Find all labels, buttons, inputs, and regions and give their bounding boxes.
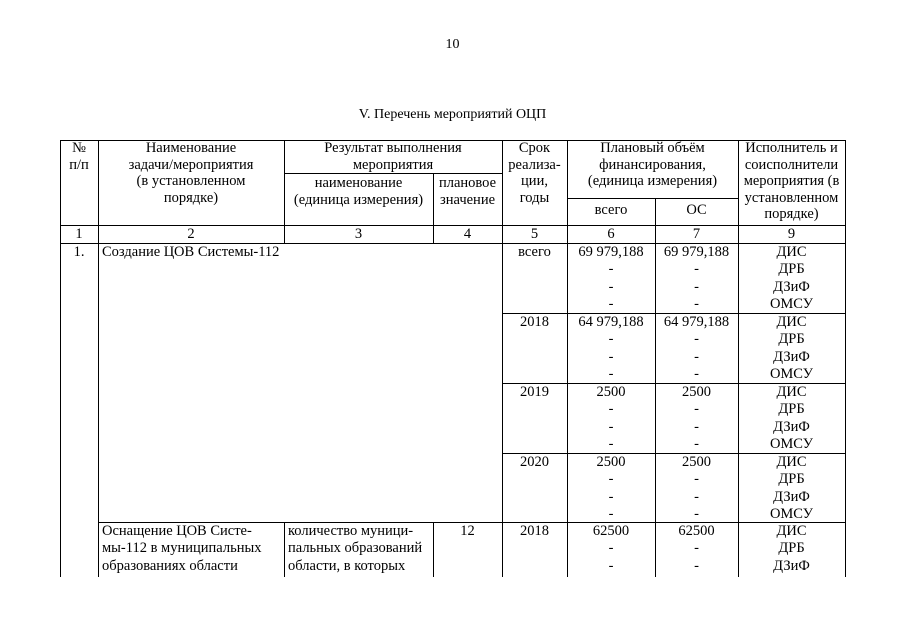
header-result-cell bbox=[284, 140, 502, 173]
executor-name: ДРБ bbox=[778, 471, 805, 488]
funding-total-cell bbox=[567, 523, 655, 575]
column-number: 7 bbox=[692, 226, 701, 242]
funding-os-value: - bbox=[694, 331, 699, 348]
funding-os-value: - bbox=[694, 348, 699, 365]
funding-total-value: - bbox=[608, 540, 614, 557]
funding-total-value: - bbox=[608, 471, 614, 488]
funding-total-cell bbox=[567, 384, 655, 454]
executor-cell bbox=[738, 384, 845, 454]
executor-name: ДИС bbox=[776, 314, 807, 330]
header-text: мероприятия bbox=[352, 156, 434, 173]
funding-os-cell bbox=[655, 454, 738, 524]
funding-os-value: - bbox=[694, 366, 699, 383]
funding-os-value: 62500 bbox=[678, 523, 715, 539]
funding-total-value: - bbox=[608, 331, 614, 348]
header-text: соисполнители bbox=[744, 156, 839, 173]
funding-os-value: 69 979,188 bbox=[663, 244, 730, 260]
table-border-left bbox=[60, 140, 61, 577]
funding-os-value: - bbox=[694, 278, 699, 295]
funding-os-value: - bbox=[694, 471, 699, 488]
executor-name: ОМСУ bbox=[769, 366, 814, 383]
executor-cell bbox=[738, 314, 845, 384]
measure-name-line: Оснащение ЦОВ Систе- bbox=[102, 523, 252, 539]
funding-os-value: - bbox=[694, 401, 699, 418]
header-num-cell bbox=[60, 140, 98, 173]
header-text: реализа- bbox=[508, 156, 561, 173]
header-text: финансирования, bbox=[599, 156, 706, 173]
funding-total-value: - bbox=[608, 506, 614, 523]
funding-total-value: - bbox=[608, 557, 614, 574]
result-value: 12 bbox=[460, 523, 475, 539]
header-text: (в установленном bbox=[136, 173, 246, 189]
header-text: Результат выполнения bbox=[324, 140, 462, 156]
measure-name-line: образованиях области bbox=[102, 557, 238, 574]
funding-os-value: 2500 bbox=[682, 384, 711, 400]
column-number: 1 bbox=[75, 226, 83, 242]
header-text: наименование bbox=[314, 175, 403, 191]
period-term: 2019 bbox=[520, 384, 549, 400]
column-number: 4 bbox=[463, 226, 472, 242]
funding-total-value: - bbox=[608, 401, 614, 418]
executor-name: ДИС bbox=[776, 454, 807, 470]
funding-total-cell bbox=[567, 454, 655, 524]
header-name-cell bbox=[98, 140, 284, 206]
header-text: плановое bbox=[438, 175, 497, 191]
funding-total-value: 2500 bbox=[596, 454, 626, 470]
result-name-line: области, в которых bbox=[288, 557, 406, 574]
task-name: Создание ЦОВ Системы-112 bbox=[102, 244, 280, 260]
funding-total-value: - bbox=[608, 366, 614, 383]
header-text: порядке) bbox=[163, 189, 219, 206]
table-border-right bbox=[845, 140, 846, 577]
funding-os-value: - bbox=[694, 540, 699, 557]
table-border bbox=[284, 522, 285, 577]
funding-total-value: - bbox=[608, 348, 614, 365]
period-term: 2018 bbox=[520, 314, 549, 330]
header-text: мероприятия (в bbox=[743, 173, 840, 189]
page-number: 10 bbox=[445, 37, 460, 52]
funding-total-value: 64 979,188 bbox=[578, 314, 644, 330]
header-funding-os: ОС bbox=[686, 202, 707, 218]
executor-name: ДИС bbox=[776, 244, 807, 260]
executor-cell bbox=[738, 244, 845, 314]
column-number: 5 bbox=[530, 226, 539, 242]
header-text: п/п bbox=[69, 156, 89, 173]
measure-name-line: мы-112 в муниципальных bbox=[102, 540, 262, 557]
row-number: 1. bbox=[73, 244, 85, 260]
header-text: годы bbox=[519, 189, 550, 206]
funding-os-value: - bbox=[694, 506, 699, 523]
funding-total-value: 69 979,188 bbox=[578, 244, 644, 260]
funding-total-value: 62500 bbox=[592, 523, 630, 539]
header-text: Исполнитель и bbox=[745, 140, 838, 156]
funding-total-value: - bbox=[608, 488, 614, 505]
section-title: V. Перечень мероприятий ОЦП bbox=[358, 107, 547, 122]
funding-os-value: - bbox=[694, 436, 699, 453]
funding-os-cell bbox=[655, 384, 738, 454]
header-result-value-cell bbox=[433, 175, 502, 209]
column-number: 6 bbox=[607, 226, 615, 242]
period-term: 2020 bbox=[520, 454, 549, 470]
funding-total-cell bbox=[567, 314, 655, 384]
result-name-line: пальных образований bbox=[288, 540, 423, 557]
funding-os-cell bbox=[655, 314, 738, 384]
header-funding-total: всего bbox=[594, 202, 628, 218]
result-name-line: количество муници- bbox=[288, 523, 414, 539]
funding-os-cell bbox=[655, 523, 738, 575]
header-executor-cell bbox=[738, 140, 845, 223]
header-text: установленном bbox=[744, 189, 839, 206]
executor-cell bbox=[738, 454, 845, 524]
executor-name: ДРБ bbox=[778, 401, 805, 418]
header-text: значение bbox=[439, 192, 496, 208]
executor-name: ДРБ bbox=[778, 261, 805, 278]
funding-total-value: - bbox=[608, 418, 614, 435]
column-number: 2 bbox=[187, 226, 195, 242]
executor-name: ДЗиФ bbox=[773, 557, 810, 574]
funding-os-cell bbox=[655, 244, 738, 314]
header-text: ции, bbox=[521, 173, 548, 189]
executor-name: ДИС bbox=[776, 523, 807, 539]
executor-name: ДЗиФ bbox=[773, 488, 810, 505]
funding-os-value: - bbox=[694, 488, 699, 505]
funding-total-value: - bbox=[608, 296, 614, 313]
executor-name: ОМСУ bbox=[769, 436, 814, 453]
funding-total-value: - bbox=[608, 278, 614, 295]
executor-name: ДИС bbox=[776, 384, 807, 400]
column-number: 3 bbox=[354, 226, 363, 242]
funding-os-value: - bbox=[694, 296, 699, 313]
period-term: 2018 bbox=[520, 523, 549, 539]
result-name-cell bbox=[288, 523, 422, 575]
header-term-cell bbox=[502, 140, 567, 206]
executor-cell bbox=[738, 523, 845, 575]
funding-total-value: - bbox=[608, 436, 614, 453]
executor-name: ОМСУ bbox=[769, 296, 814, 313]
period-term: всего bbox=[518, 244, 551, 260]
header-text: задачи/мероприятия bbox=[128, 156, 254, 173]
executor-name: ДЗиФ bbox=[773, 278, 810, 295]
funding-os-value: - bbox=[694, 261, 699, 278]
header-text: Плановый объём bbox=[600, 140, 705, 156]
funding-os-value: 2500 bbox=[682, 454, 711, 470]
funding-os-value: - bbox=[694, 418, 699, 435]
executor-name: ДЗиФ bbox=[773, 418, 810, 435]
executor-name: ОМСУ bbox=[769, 506, 814, 523]
funding-total-value: 2500 bbox=[596, 384, 626, 400]
funding-os-value: - bbox=[694, 557, 699, 574]
executor-name: ДЗиФ bbox=[773, 348, 810, 365]
header-text: (единица измерения) bbox=[587, 173, 718, 189]
funding-total-value: - bbox=[608, 261, 614, 278]
column-number: 9 bbox=[787, 226, 796, 242]
executor-name: ДРБ bbox=[778, 540, 805, 557]
header-text: Наименование bbox=[145, 140, 237, 156]
header-text: Срок bbox=[518, 140, 551, 156]
funding-os-value: 64 979,188 bbox=[663, 314, 730, 330]
table-border bbox=[284, 173, 503, 174]
header-text: (единица измерения) bbox=[293, 192, 424, 208]
measure-name-cell bbox=[102, 523, 261, 575]
funding-total-cell bbox=[567, 244, 655, 314]
header-result-name-cell bbox=[284, 175, 433, 209]
header-text: № bbox=[72, 140, 86, 156]
executor-name: ДРБ bbox=[778, 331, 805, 348]
header-funding-cell bbox=[567, 140, 738, 190]
header-text: порядке) bbox=[764, 206, 819, 222]
